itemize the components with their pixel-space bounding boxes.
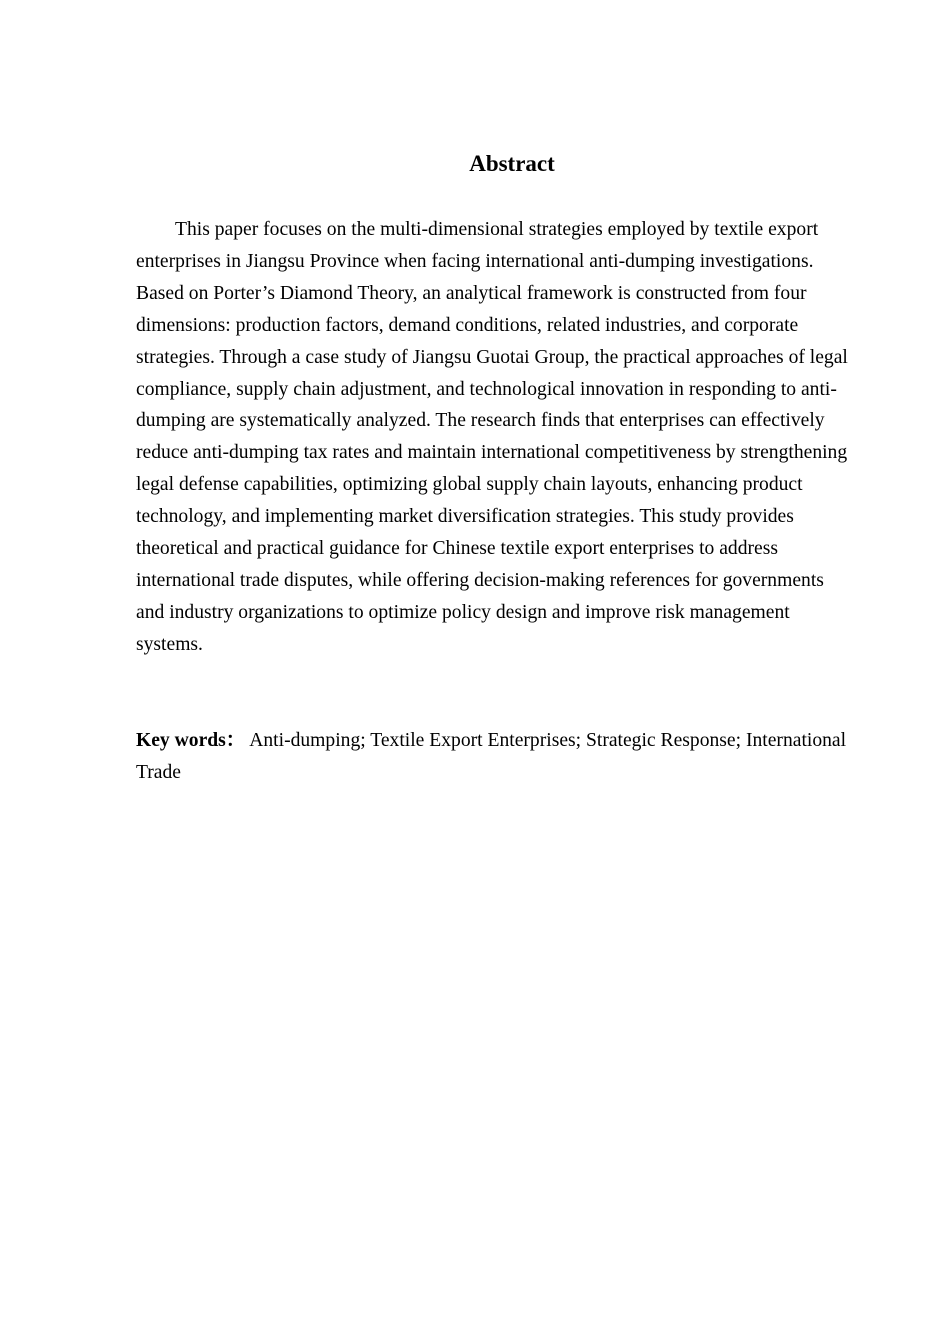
keywords-text: Anti-dumping; Textile Export Enterprises; Strategic Response; International Trade	[136, 730, 847, 783]
abstract-paragraph: This paper focuses on the multi-dimensional strategies employed by textile export enterprises in Jiangsu Province when facing international anti-dumping investigations. Based on Porter’s Diamond Theory, an analytical framework is constructed from four dimensions: production factors, demand conditions, related industries, and corporate strategies. Through a case study of Jiangsu Guotai Group, the practical approaches of legal compliance, supply chain adjustment, and technological innovation in responding to anti-dumping are systematically analyzed. The research finds that enterprises can effectively reduce anti-dumping tax rates and maintain international competitiveness by strengthening legal defense capabilities, optimizing global supply chain layouts, enhancing product technology, and implementing market diversification strategies. This study provides theoretical and practical guidance for Chinese textile export enterprises to address international trade disputes, while offering decision-making references for governments and industry organizations to optimize policy design and improve risk management systems.	[136, 219, 848, 655]
keywords-label: Key words：	[136, 730, 246, 751]
keywords-line	[136, 725, 852, 789]
abstract-title: Abstract	[469, 151, 555, 176]
